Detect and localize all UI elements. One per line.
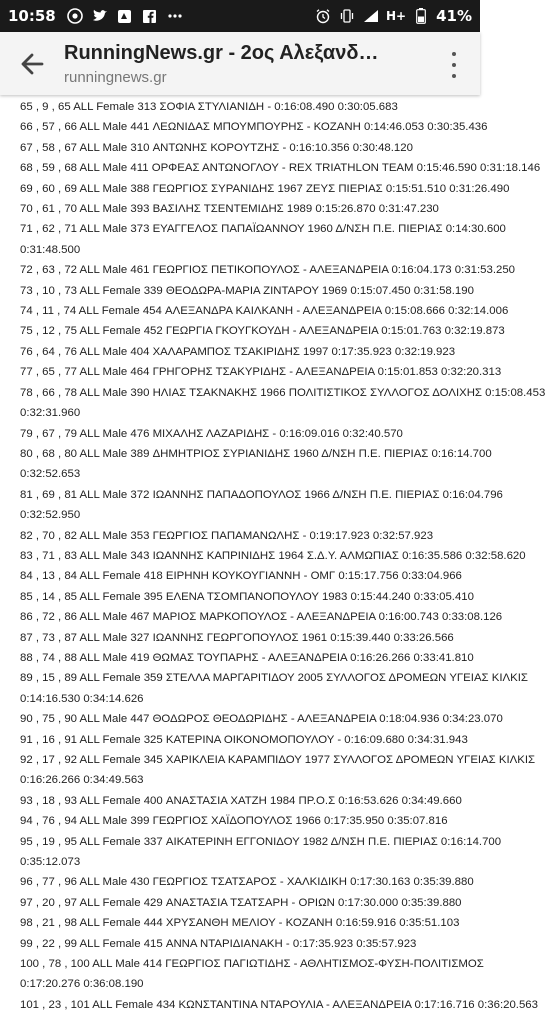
result-line: 93 , 18 , 93 ALL Female 400 ΑΝΑΣΤΑΣΙΑ ΧΑΤΖΗ 1984 ΠΡ.Ο.Σ 0:16:53.626 0:34:49.660: [20, 794, 462, 807]
app-icon: [116, 7, 134, 25]
result-line: 0:32:52.653: [20, 468, 81, 481]
result-line: 75 , 12 , 75 ALL Female 452 ΓΕΩΡΓΙΑ ΓΚΟΥΓΚΟΥΔΗ - ΑΛΕΞΑΝΔΡΕΙΑ 0:15:01.763 0:32:19.873: [20, 325, 505, 338]
status-bar: [0, 0, 480, 32]
result-line: 90 , 75 , 90 ALL Male 447 ΘΟΔΩΡΟΣ ΘΕΟΔΩΡΙΔΗΣ - ΑΛΕΞΑΝΔΡΕΙΑ 0:18:04.936 0:34:23.070: [20, 713, 503, 726]
result-line: 98 , 21 , 98 ALL Female 444 ΧΡΥΣΑΝΘΗ ΜΕΛΙΟΥ - ΚΟΖΑΝΗ 0:16:59.916 0:35:51.103: [20, 917, 460, 930]
result-line: 0:35:12.073: [20, 856, 81, 869]
result-line: 0:31:48.500: [20, 243, 81, 256]
result-line: 84 , 13 , 84 ALL Female 418 ΕΙΡΗΝΗ ΚΟΥΚΟΥΓΙΑΝΝΗ - ΟΜΓ 0:15:17.756 0:33:04.966: [20, 570, 462, 583]
result-line: 78 , 66 , 78 ALL Male 390 ΗΛΙΑΣ ΤΣΑΚΝΑΚΗΣ 1966 ΠΟΛΙΤΙΣΤΙΚΟΣ ΣΥΛΛΟΓΟΣ ΔΟΛΙΧΗΣ 0:15:08.453: [20, 386, 545, 399]
result-line: 77 , 65 , 77 ALL Male 464 ΓΡΗΓΟΡΗΣ ΤΣΑΚΥΡΙΔΗΣ - ΑΛΕΞΑΝΔΡΕΙΑ 0:15:01.853 0:32:20.313: [20, 366, 502, 379]
result-line: 71 , 62 , 71 ALL Male 373 ΕΥΑΓΓΕΛΟΣ ΠΑΠΑΪΩΑΝΝΟΥ 1960 Δ/ΝΣΗ Π.Ε. ΠΙΕΡΙΑΣ 0:14:30.600: [20, 223, 506, 236]
result-line: 89 , 15 , 89 ALL Female 359 ΣΤΕΛΛΑ ΜΑΡΓΑΡΙΤΙΔΟΥ 2005 ΣΥΛΛΟΓΟΣ ΔΡΟΜΕΩΝ ΥΓΕΙΑΣ ΚΙΛΚΙΣ: [20, 672, 528, 685]
result-line: 69 , 60 , 69 ALL Male 388 ΓΕΩΡΓΙΟΣ ΣΥΡΑΝΙΔΗΣ 1967 ΖΕΥΣ ΠΙΕΡΙΑΣ 0:15:51.510 0:31:26.490: [20, 182, 510, 195]
result-line: 67 , 58 , 67 ALL Male 310 ΑΝΤΩΝΗΣ ΚΟΡΟΥΤΖΗΣ - 0:16:10.356 0:30:48.120: [20, 141, 413, 154]
page-title: RunningNews.gr - 2ος Αλεξανδ…: [64, 42, 379, 64]
vibrate-icon: [338, 7, 356, 25]
result-line: 81 , 69 , 81 ALL Male 372 ΙΩΑΝΝΗΣ ΠΑΠΑΔΟΠΟΥΛΟΣ 1966 Δ/ΝΣΗ Π.Ε. ΠΙΕΡΙΑΣ 0:16:04.796: [20, 488, 503, 501]
result-line: 74 , 11 , 74 ALL Female 454 ΑΛΕΞΑΝΔΡΑ ΚΑΙΛΚΑΝΗ - ΑΛΕΞΑΝΔΡΕΙΑ 0:15:08.666 0:32:14.006: [20, 305, 509, 318]
result-line: 0:32:52.950: [20, 509, 81, 522]
status-time: 10:58: [8, 7, 56, 25]
result-line: 68 , 59 , 68 ALL Male 411 ΟΡΦΕΑΣ ΑΝΤΩΝΟΓΛΟΥ - REX TRIATHLON TEAM 0:15:46.590 0:31:18.146: [20, 162, 541, 175]
result-line: 96 , 77 , 96 ALL Male 430 ΓΕΩΡΓΙΟΣ ΤΣΑΤΣΑΡΟΣ - ΧΑΛΚΙΔΙΚΗ 0:17:30.163 0:35:39.880: [20, 876, 474, 889]
result-line: 87 , 73 , 87 ALL Male 327 ΙΩΑΝΝΗΣ ΓΕΩΡΓΟΠΟΥΛΟΣ 1961 0:15:39.440 0:33:26.566: [20, 631, 454, 644]
result-line: 79 , 67 , 79 ALL Male 476 ΜΙΧΑΛΗΣ ΛΑΖΑΡΙΔΗΣ - 0:16:09.016 0:32:40.570: [20, 427, 403, 440]
result-line: 94 , 76 , 94 ALL Male 399 ΓΕΩΡΓΙΟΣ ΧΑΪΔΟΠΟΥΛΟΣ 1966 0:17:35.950 0:35:07.816: [20, 815, 448, 828]
result-line: 85 , 14 , 85 ALL Female 395 ΕΛΕΝΑ ΤΣΟΜΠΑΝΟΠΟΥΛΟΥ 1983 0:15:44.240 0:33:05.410: [20, 590, 474, 603]
page-url: runningnews.gr: [64, 69, 167, 86]
app-bar: [0, 32, 480, 95]
signal-icon: [362, 7, 380, 25]
battery-icon: [412, 7, 430, 25]
result-line: 92 , 17 , 92 ALL Female 345 ΧΑΡΙΚΛΕΙΑ ΚΑΡΑΜΠΙΔΟΥ 1977 ΣΥΛΛΟΓΟΣ ΔΡΟΜΕΩΝ ΥΓΕΙΑΣ ΚΙΛΚΙΣ: [20, 754, 536, 766]
result-line: 76 , 64 , 76 ALL Male 404 ΧΑΛΑΡΑΜΠΟΣ ΤΣΑΚΙΡΙΔΗΣ 1997 0:17:35.923 0:32:19.923: [20, 345, 456, 358]
result-line: 100 , 78 , 100 ALL Male 414 ΓΕΩΡΓΙΟΣ ΠΑΓΙΩΤΙΔΗΣ - ΑΘΛΗΤΙΣΜΟΣ-ΦΥΣΗ-ΠΟΛΙΤΙΣΜΟΣ: [20, 958, 484, 971]
result-line: 65 , 9 , 65 ALL Female 313 ΣΟΦΙΑ ΣΤΥΛΙΑΝΙΔΗ - 0:16:08.490 0:30:05.683: [20, 101, 398, 113]
result-line: 66 , 57 , 66 ALL Male 441 ΛΕΩΝΙΔΑΣ ΜΠΟΥΜΠΟΥΡΗΣ - ΚΟΖΑΝΗ 0:14:46.053 0:30:35.436: [20, 121, 488, 134]
result-line: 82 , 70 , 82 ALL Male 353 ΓΕΩΡΓΙΟΣ ΠΑΠΑΜΑΝΩΛΗΣ - 0:19:17.923 0:32:57.923: [20, 529, 434, 542]
status-right: [314, 7, 472, 25]
result-line: 97 , 20 , 97 ALL Female 429 ΑΝΑΣΤΑΣΙΑ ΤΣΑΤΣΑΡΗ - ΟΡΙΩΝ 0:17:30.000 0:35:39.880: [20, 896, 462, 909]
facebook-icon: [141, 7, 159, 25]
chrome-icon: [66, 7, 84, 25]
result-line: 0:32:31.960: [20, 407, 81, 420]
result-line: 99 , 22 , 99 ALL Female 415 ΑΝΝΑ ΝΤΑΡΙΔΙΑΝΑΚΗ - 0:17:35.923 0:35:57.923: [20, 937, 417, 950]
results-content: [20, 97, 545, 1011]
result-line: 72 , 63 , 72 ALL Male 461 ΓΕΩΡΓΙΟΣ ΠΕΤΙΚΟΠΟΥΛΟΣ - ΑΛΕΞΑΝΔΡΕΙΑ 0:16:04.173 0:31:53.250: [20, 264, 515, 277]
result-line: 86 , 72 , 86 ALL Male 467 ΜΑΡΙΟΣ ΜΑΡΚΟΠΟΥΛΟΣ - ΑΛΕΞΑΝΔΡΕΙΑ 0:16:00.743 0:33:08.126: [20, 611, 503, 624]
result-line: 88 , 74 , 88 ALL Male 419 ΘΩΜΑΣ ΤΟΥΠΑΡΗΣ - ΑΛΕΞΑΝΔΡΕΙΑ 0:16:26.266 0:33:41.810: [20, 651, 474, 664]
back-button[interactable]: [16, 48, 48, 80]
result-line: 83 , 71 , 83 ALL Male 343 ΙΩΑΝΝΗΣ ΚΑΠΡΙΝΙΔΗΣ 1964 Σ.Δ.Υ. ΑΛΜΩΠΙΑΣ 0:16:35.586 0:32:58.620: [20, 549, 526, 562]
result-line: 101 , 23 , 101 ALL Female 434 ΚΩΝΣΤΑΝΤΙΝΑ ΝΤΑΡΟΥΛΙΑ - ΑΛΕΞΑΝΔΡΕΙΑ 0:17:16.716 0:36:20.563: [20, 998, 538, 1011]
more-notifications-icon: [166, 7, 184, 25]
result-line: 0:17:20.276 0:36:08.190: [20, 978, 144, 991]
result-line: 91 , 16 , 91 ALL Female 325 ΚΑΤΕΡΙΝΑ ΟΙΚΟΝΟΜΟΠΟΥΛΟΥ - 0:16:09.680 0:34:31.943: [20, 733, 468, 746]
alarm-icon: [314, 7, 332, 25]
result-line: 73 , 10 , 73 ALL Female 339 ΘΕΟΔΩΡΑ-ΜΑΡΙΑ ΖΙΝΤΑΡΟΥ 1969 0:15:07.450 0:31:58.190: [20, 284, 474, 297]
result-line: 0:16:26.266 0:34:49.563: [20, 774, 144, 787]
twitter-icon: [91, 7, 109, 25]
result-line: 80 , 68 , 80 ALL Male 389 ΔΗΜΗΤΡΙΟΣ ΣΥΡΙΑΝΙΔΗΣ 1960 Δ/ΝΣΗ Π.Ε. ΠΙΕΡΙΑΣ 0:16:14.700: [20, 447, 492, 460]
result-line: 0:14:16.530 0:34:14.626: [20, 692, 144, 705]
overflow-menu-icon[interactable]: [450, 52, 458, 78]
result-line: 70 , 61 , 70 ALL Male 393 ΒΑΣΙΛΗΣ ΤΣΕΝΤΕΜΙΔΗΣ 1989 0:15:26.870 0:31:47.230: [20, 203, 439, 216]
result-line: 95 , 19 , 95 ALL Female 337 ΑΙΚΑΤΕΡΙΝΗ ΕΓΓΟΝΙΔΟΥ 1982 Δ/ΝΣΗ Π.Ε. ΠΙΕΡΙΑΣ 0:16:14.700: [20, 835, 502, 848]
back-arrow-icon: [20, 53, 44, 75]
network-type: H+: [385, 9, 407, 23]
title-block: [64, 42, 434, 86]
battery-percent: 41%: [436, 7, 472, 25]
